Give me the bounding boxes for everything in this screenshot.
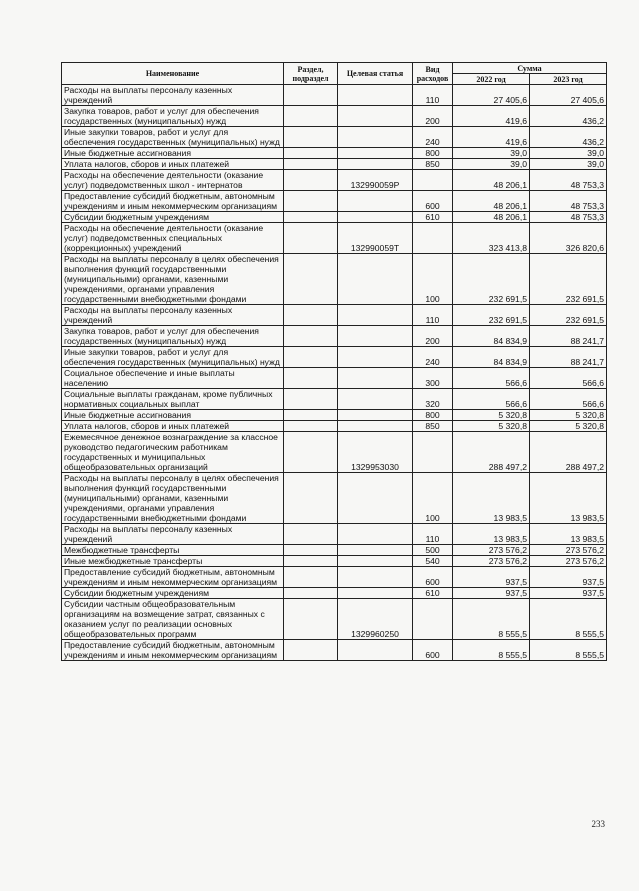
- budget-table: [61, 62, 607, 661]
- cell-target: [338, 588, 413, 599]
- table-row: [62, 545, 607, 556]
- cell-target: [338, 127, 413, 148]
- cell-target: [338, 254, 413, 305]
- table-row: [62, 389, 607, 410]
- cell-2022: 566,6: [453, 368, 530, 389]
- cell-2022: 13 983,5: [453, 473, 530, 524]
- header-target: Целевая статья: [338, 63, 413, 85]
- cell-name: Расходы на обеспечение деятельности (оказание услуг) подведомственных школ - интернатов: [62, 170, 284, 191]
- cell-section: [284, 599, 338, 640]
- cell-section: [284, 556, 338, 567]
- cell-name: Уплата налогов, сборов и иных платежей: [62, 159, 284, 170]
- cell-type: 240: [413, 347, 453, 368]
- cell-2022: 5 320,8: [453, 421, 530, 432]
- cell-2023: 937,5: [530, 588, 607, 599]
- cell-section: [284, 524, 338, 545]
- table-row: [62, 410, 607, 421]
- cell-name: Субсидии бюджетным учреждениям: [62, 588, 284, 599]
- cell-name: Иные межбюджетные трансферты: [62, 556, 284, 567]
- table-row: [62, 170, 607, 191]
- cell-type: [413, 599, 453, 640]
- cell-2023: 13 983,5: [530, 473, 607, 524]
- table-row: [62, 556, 607, 567]
- cell-type: [413, 170, 453, 191]
- cell-2023: 232 691,5: [530, 254, 607, 305]
- cell-type: 600: [413, 640, 453, 661]
- cell-2023: 273 576,2: [530, 545, 607, 556]
- table-row: [62, 326, 607, 347]
- cell-type: 100: [413, 473, 453, 524]
- cell-target: [338, 389, 413, 410]
- page-number: 233: [591, 819, 605, 829]
- cell-type: 850: [413, 159, 453, 170]
- cell-name: Ежемесячное денежное вознаграждение за классное руководство педагогическим работникам государственных и муниципальных общеобразовательных организаций: [62, 432, 284, 473]
- cell-section: [284, 85, 338, 106]
- cell-section: [284, 254, 338, 305]
- table-row: [62, 432, 607, 473]
- cell-2023: 39,0: [530, 148, 607, 159]
- cell-2022: 84 834,9: [453, 326, 530, 347]
- cell-target: [338, 368, 413, 389]
- table-row: [62, 223, 607, 254]
- cell-name: Расходы на выплаты персоналу казенных учреждений: [62, 524, 284, 545]
- table-row: [62, 347, 607, 368]
- cell-section: [284, 106, 338, 127]
- cell-2023: 5 320,8: [530, 410, 607, 421]
- cell-2022: 48 206,1: [453, 212, 530, 223]
- cell-2023: 436,2: [530, 106, 607, 127]
- cell-target: [338, 326, 413, 347]
- cell-target: [338, 640, 413, 661]
- cell-section: [284, 421, 338, 432]
- cell-type: 300: [413, 368, 453, 389]
- cell-type: 610: [413, 588, 453, 599]
- table-body: [62, 85, 607, 661]
- table-row: [62, 640, 607, 661]
- cell-type: 540: [413, 556, 453, 567]
- header-year-2023: 2023 год: [530, 74, 607, 85]
- cell-name: Расходы на выплаты персоналу казенных учреждений: [62, 85, 284, 106]
- table-row: [62, 254, 607, 305]
- cell-2023: 27 405,6: [530, 85, 607, 106]
- header-name: Наименование: [62, 63, 284, 85]
- cell-2023: 39,0: [530, 159, 607, 170]
- cell-section: [284, 473, 338, 524]
- cell-section: [284, 410, 338, 421]
- cell-section: [284, 567, 338, 588]
- table-row: [62, 599, 607, 640]
- cell-target: [338, 191, 413, 212]
- cell-name: Иные закупки товаров, работ и услуг для обеспечения государственных (муниципальных) нужд: [62, 347, 284, 368]
- table-row: [62, 524, 607, 545]
- cell-2023: 937,5: [530, 567, 607, 588]
- table-row: [62, 305, 607, 326]
- table-row: [62, 85, 607, 106]
- cell-name: Расходы на выплаты персоналу казенных учреждений: [62, 305, 284, 326]
- cell-2023: 436,2: [530, 127, 607, 148]
- cell-2023: 88 241,7: [530, 347, 607, 368]
- cell-name: Расходы на обеспечение деятельности (оказание услуг) подведомственных специальных (коррекционных) учреждений: [62, 223, 284, 254]
- cell-target: 1329960250: [338, 599, 413, 640]
- cell-section: [284, 159, 338, 170]
- cell-section: [284, 588, 338, 599]
- cell-target: [338, 410, 413, 421]
- cell-target: [338, 567, 413, 588]
- table-row: [62, 212, 607, 223]
- cell-2022: 273 576,2: [453, 545, 530, 556]
- cell-2023: 232 691,5: [530, 305, 607, 326]
- cell-2023: 8 555,5: [530, 599, 607, 640]
- table-row: [62, 567, 607, 588]
- cell-section: [284, 640, 338, 661]
- cell-section: [284, 223, 338, 254]
- cell-type: 200: [413, 326, 453, 347]
- cell-target: [338, 148, 413, 159]
- cell-2023: 5 320,8: [530, 421, 607, 432]
- cell-name: Иные бюджетные ассигнования: [62, 410, 284, 421]
- cell-type: [413, 223, 453, 254]
- cell-2022: 232 691,5: [453, 305, 530, 326]
- table-row: [62, 473, 607, 524]
- cell-target: 132990059P: [338, 170, 413, 191]
- cell-2023: 288 497,2: [530, 432, 607, 473]
- cell-target: [338, 524, 413, 545]
- cell-type: 600: [413, 191, 453, 212]
- cell-target: [338, 347, 413, 368]
- cell-2022: 48 206,1: [453, 191, 530, 212]
- cell-target: [338, 545, 413, 556]
- cell-type: 500: [413, 545, 453, 556]
- cell-type: 850: [413, 421, 453, 432]
- cell-target: [338, 556, 413, 567]
- cell-type: 800: [413, 148, 453, 159]
- cell-2022: 937,5: [453, 567, 530, 588]
- cell-section: [284, 170, 338, 191]
- cell-2022: 39,0: [453, 148, 530, 159]
- cell-2023: 48 753,3: [530, 170, 607, 191]
- cell-type: 600: [413, 567, 453, 588]
- cell-name: Иные закупки товаров, работ и услуг для обеспечения государственных (муниципальных) нужд: [62, 127, 284, 148]
- cell-name: Предоставление субсидий бюджетным, автономным учреждениям и иным некоммерческим организациям: [62, 191, 284, 212]
- cell-target: [338, 85, 413, 106]
- cell-section: [284, 432, 338, 473]
- table-row: [62, 127, 607, 148]
- cell-name: Уплата налогов, сборов и иных платежей: [62, 421, 284, 432]
- header-year-2022: 2022 год: [453, 74, 530, 85]
- cell-2022: 8 555,5: [453, 599, 530, 640]
- header-type: Вид расходов: [413, 63, 453, 85]
- table-row: [62, 159, 607, 170]
- cell-target: [338, 159, 413, 170]
- cell-2023: 566,6: [530, 389, 607, 410]
- cell-type: 110: [413, 524, 453, 545]
- cell-type: 110: [413, 305, 453, 326]
- cell-name: Межбюджетные трансферты: [62, 545, 284, 556]
- budget-table-sheet: [61, 62, 606, 661]
- cell-2023: 48 753,3: [530, 191, 607, 212]
- cell-target: [338, 305, 413, 326]
- cell-2023: 8 555,5: [530, 640, 607, 661]
- cell-section: [284, 389, 338, 410]
- cell-2023: 326 820,6: [530, 223, 607, 254]
- cell-section: [284, 305, 338, 326]
- cell-section: [284, 368, 338, 389]
- table-row: [62, 421, 607, 432]
- cell-section: [284, 148, 338, 159]
- cell-2022: 5 320,8: [453, 410, 530, 421]
- cell-2022: 566,6: [453, 389, 530, 410]
- cell-section: [284, 347, 338, 368]
- cell-name: Предоставление субсидий бюджетным, автономным учреждениям и иным некоммерческим организациям: [62, 567, 284, 588]
- cell-type: 800: [413, 410, 453, 421]
- cell-2022: 273 576,2: [453, 556, 530, 567]
- cell-2022: 84 834,9: [453, 347, 530, 368]
- cell-2022: 937,5: [453, 588, 530, 599]
- cell-2022: 288 497,2: [453, 432, 530, 473]
- cell-2022: 232 691,5: [453, 254, 530, 305]
- cell-2023: 88 241,7: [530, 326, 607, 347]
- table-row: [62, 191, 607, 212]
- cell-type: [413, 432, 453, 473]
- cell-section: [284, 326, 338, 347]
- cell-2022: 13 983,5: [453, 524, 530, 545]
- cell-section: [284, 545, 338, 556]
- cell-name: Иные бюджетные ассигнования: [62, 148, 284, 159]
- cell-2022: 419,6: [453, 127, 530, 148]
- cell-type: 100: [413, 254, 453, 305]
- cell-type: 610: [413, 212, 453, 223]
- cell-type: 110: [413, 85, 453, 106]
- cell-2023: 13 983,5: [530, 524, 607, 545]
- cell-2023: 48 753,3: [530, 212, 607, 223]
- cell-target: [338, 421, 413, 432]
- cell-target: 1329953030: [338, 432, 413, 473]
- cell-2022: 323 413,8: [453, 223, 530, 254]
- cell-2023: 273 576,2: [530, 556, 607, 567]
- cell-2023: 566,6: [530, 368, 607, 389]
- cell-2022: 48 206,1: [453, 170, 530, 191]
- cell-2022: 419,6: [453, 106, 530, 127]
- cell-name: Субсидии частным общеобразовательным организациям на возмещение затрат, связанных с оказанием услуг по реализации основных общеобразовательных программ: [62, 599, 284, 640]
- cell-name: Субсидии бюджетным учреждениям: [62, 212, 284, 223]
- cell-type: 240: [413, 127, 453, 148]
- header-sum: Сумма: [453, 63, 607, 74]
- cell-name: Закупка товаров, работ и услуг для обеспечения государственных (муниципальных) нужд: [62, 106, 284, 127]
- header-section: Раздел, подраздел: [284, 63, 338, 85]
- cell-2022: 39,0: [453, 159, 530, 170]
- cell-type: 200: [413, 106, 453, 127]
- cell-section: [284, 191, 338, 212]
- table-row: [62, 588, 607, 599]
- cell-2022: 27 405,6: [453, 85, 530, 106]
- cell-name: Расходы на выплаты персоналу в целях обеспечения выполнения функций государственными (муниципальными) органами, казенными учреждениями, органами управления государственными внебюджетными фондами: [62, 473, 284, 524]
- cell-target: 132990059T: [338, 223, 413, 254]
- cell-name: Предоставление субсидий бюджетным, автономным учреждениям и иным некоммерческим организациям: [62, 640, 284, 661]
- cell-name: Закупка товаров, работ и услуг для обеспечения государственных (муниципальных) нужд: [62, 326, 284, 347]
- cell-target: [338, 212, 413, 223]
- cell-section: [284, 212, 338, 223]
- table-row: [62, 106, 607, 127]
- cell-section: [284, 127, 338, 148]
- cell-name: Расходы на выплаты персоналу в целях обеспечения выполнения функций государственными (муниципальными) органами, казенными учреждениями, органами управления государственными внебюджетными фондами: [62, 254, 284, 305]
- table-row: [62, 368, 607, 389]
- cell-target: [338, 473, 413, 524]
- table-row: [62, 148, 607, 159]
- cell-name: Социальные выплаты гражданам, кроме публичных нормативных социальных выплат: [62, 389, 284, 410]
- cell-2022: 8 555,5: [453, 640, 530, 661]
- cell-name: Социальное обеспечение и иные выплаты населению: [62, 368, 284, 389]
- cell-target: [338, 106, 413, 127]
- cell-type: 320: [413, 389, 453, 410]
